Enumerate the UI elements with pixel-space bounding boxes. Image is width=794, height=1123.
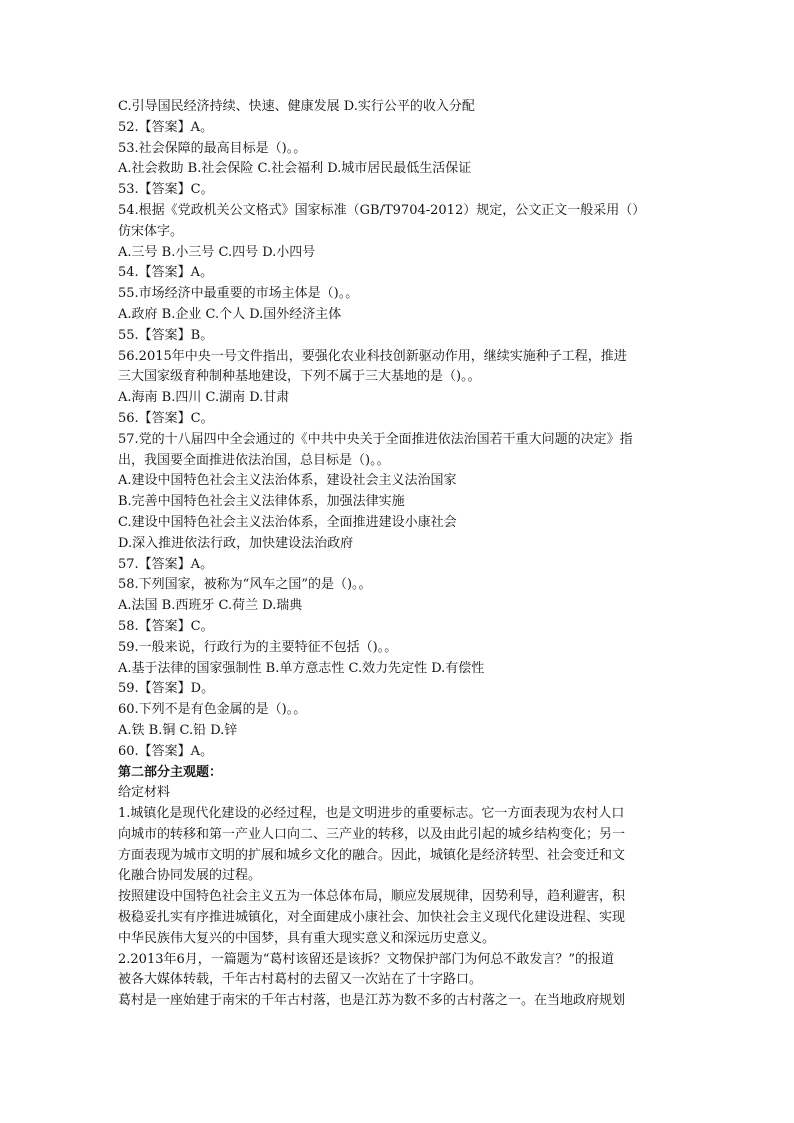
text-line: C.引导国民经济持续、快速、健康发展 D.实行公平的收入分配 [118,99,475,114]
text-line: 1.城镇化是现代化建设的必经过程，也是文明进步的重要标志。它一方面表现为农村人口 [118,806,625,822]
text-line: 极稳妥扎实有序推进城镇化，对全面建成小康社会、加快社会主义现代化建设进程、实现 [118,910,626,926]
text-line: A.基于法律的国家强制性 B.单方意志性 C.效力先定性 D.有偿性 [118,660,485,676]
text-line: B.完善中国特色社会主义法律体系，加强法律实施 [118,494,405,510]
document-body [118,97,678,1012]
text-line: A.海南 B.四川 C.湖南 D.甘肃 [118,390,290,406]
text-line: C.建设中国特色社会主义法治体系，全面推进建设小康社会 [118,514,457,530]
text-line: 53.【答案】C。 [118,182,214,198]
section-heading: 第二部分主观题： [118,764,223,780]
text-line: 仿宋体字。 [118,223,184,239]
text-line: 60.【答案】A。 [118,743,214,759]
text-line: 55.市场经济中最重要的市场主体是（)。。 [118,286,359,302]
text-line: 58.【答案】C。 [118,618,214,634]
text-line: 2.2013年6月，一篇题为“葛村该留还是该拆？文物保护部门为何总不敢发言？”的报道 [118,951,615,967]
text-line: 55.【答案】B。 [118,327,214,343]
text-line: 中华民族伟大复兴的中国梦，具有重大现实意义和深远历史意义。 [118,930,496,946]
text-line: 59.【答案】D。 [118,681,215,697]
text-line: 57.党的十八届四中全会通过的《中共中央关于全面推进依法治国若干重大问题的决定》指 [118,431,633,447]
text-line: 给定材料 [118,785,171,801]
text-line: 化融合协同发展的过程。 [118,868,262,884]
text-line: 按照建设中国特色社会主义五为一体总体布局，顺应发展规律，因势利导，趋利避害，积 [118,889,626,905]
text-line: 葛村是一座始建于南宋的千年古村落，也是江苏为数不多的古村落之一。在当地政府规划 [118,993,626,1009]
text-line: 53.社会保障的最高目标是（)。。 [118,140,307,156]
text-line: 被各大媒体转载，千年古村葛村的去留又一次站在了十字路口。 [118,972,483,988]
text-line: 59.一般来说，行政行为的主要特征不包括（)。。 [118,639,398,655]
text-line: 出，我国要全面推进依法治国，总目标是（)。。 [118,452,390,468]
text-line: A.三号 B.小三号 C.四号 D.小四号 [118,244,316,260]
text-line: 56.2015年中央一号文件指出，要强化农业科技创新驱动作用，继续实施种子工程，推进 [118,348,627,364]
text-line: A.社会救助 B.社会保险 C.社会福利 D.城市居民最低生活保证 [118,161,472,177]
text-line: 52.【答案】A。 [118,119,214,135]
text-line: 方面表现为城市文明的扩展和城乡文化的融合。因此，城镇化是经济转型、社会变迁和文 [118,847,626,863]
text-line: A.政府 B.企业 C.个人 D.国外经济主体 [118,306,342,322]
text-line: 三大国家级育种制种基地建设，下列不属于三大基地的是（)。。 [118,369,481,385]
text-line: D.深入推进依法行政，加快建设法治政府 [118,535,354,551]
text-line: 向城市的转移和第一产业人口向二、三产业的转移，以及由此引起的城乡结构变化；另一 [118,826,626,842]
text-line: 58.下列国家，被称为“风车之国”的是（)。。 [118,577,372,593]
text-line: 54.【答案】A。 [118,265,214,281]
text-line: 54.根据《党政机关公文格式》国家标准（GB/T9704-2012）规定，公文正文一般采用（） [118,202,646,218]
text-line: 60.下列不是有色金属的是（)。。 [118,702,307,718]
text-line: A.法国 B.西班牙 C.荷兰 D.瑞典 [118,598,303,614]
text-line: 56.【答案】C。 [118,410,214,426]
text-line: 57.【答案】A。 [118,556,214,572]
text-line: A.建设中国特色社会主义法治体系，建设社会主义法治国家 [118,473,457,489]
text-line: A.铁 B.铜 C.铅 D.锌 [118,722,238,738]
